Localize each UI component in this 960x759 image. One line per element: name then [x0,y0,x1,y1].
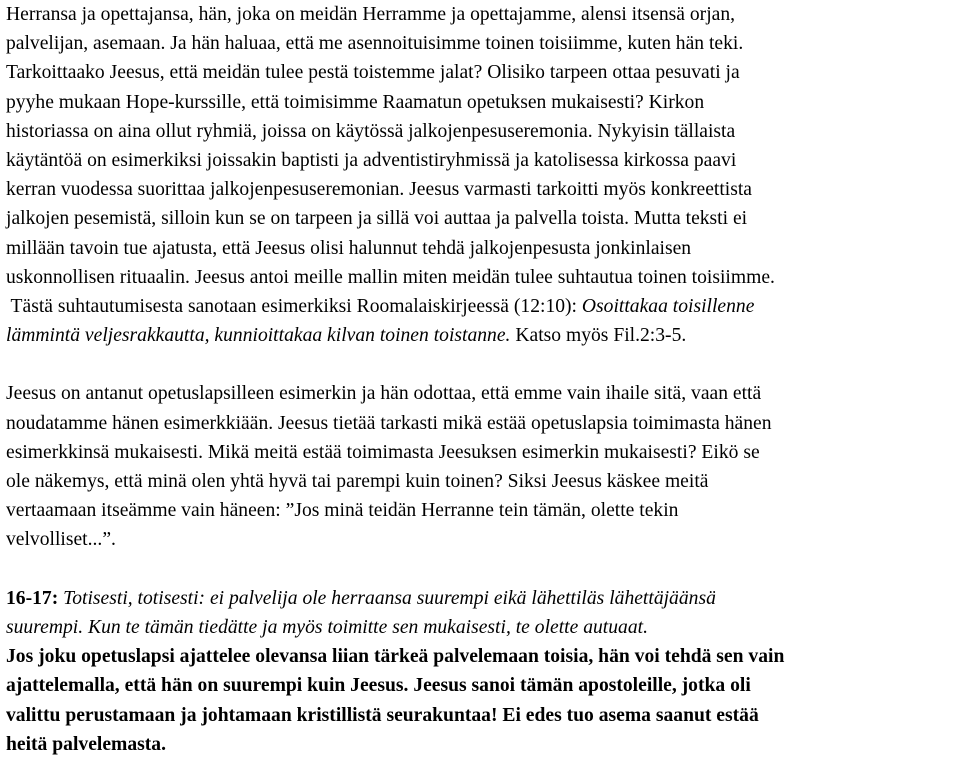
paragraph-gap [6,555,956,584]
document-page [6,0,956,759]
bold-text-line: ajattelemalla, että hän on suurempi kuin Jeesus. Jeesus sanoi tämän apostoleille, jotka oli [6,675,751,697]
paragraph-3 [6,584,956,759]
text-line [6,292,956,321]
text-line: historiassa on aina ollut ryhmiä, joissa on käytössä jalkojenpesuseremonia. Nykyisin tällaista [6,120,736,142]
text-line: jalkojen pesemistä, silloin kun se on tarpeen ja sillä voi auttaa ja palvella toista. Mutta teksti ei [6,208,748,230]
bold-text-line: heitä palvelemasta. [6,733,166,755]
scripture-quote: Totisesti, totisesti: ei palvelija ole herraansa suurempi eikä lähettiläs lähettäjäänsä [58,587,716,609]
text-line: käytäntöä on esimerkiksi joissakin baptisti ja adventistiryhmissä ja katolisessa kirkossa paavi [6,149,737,171]
paragraph-2 [6,379,956,554]
text-line: palvelijan, asemaan. Ja hän haluaa, että me asennoituisimme toinen toisiimme, kuten hän teki. [6,33,744,55]
text-line: millään tavoin tue ajatusta, että Jeesus olisi halunnut tehdä jalkojenpesusta jonkinlaisen [6,237,692,259]
text-line: vertaamaan itseämme vain häneen: ”Jos minä teidän Herranne tein tämän, olette tekin [6,500,679,522]
bold-text-line: valittu perustamaan ja johtamaan kristillistä seurakuntaa! Ei edes tuo asema saanut estää [6,704,759,726]
text-line: esimerkkinsä mukaisesti. Mikä meitä estää toimimasta Jeesuksen esimerkin mukaisesti? Eikö se [6,441,760,463]
paragraph-1 [6,0,956,350]
verse-label: 16-17: [6,587,59,609]
text-line: Jeesus on antanut opetuslapsilleen esimerkin ja hän odottaa, että emme vain ihaile sitä, vaan että [6,383,762,405]
scripture-quote: suurempi. Kun te tämän tiedätte ja myös toimitte sen mukaisesti, te olette autuaat. [6,616,648,638]
text-line: kerran vuodessa suorittaa jalkojenpesuseremonian. Jeesus varmasti tarkoitti myös konkreettista [6,179,752,201]
paragraph-gap [6,350,956,379]
text-line: velvolliset...”. [6,529,116,551]
text-segment: Katso myös Fil.2:3-5. [510,325,687,347]
scripture-quote: lämmintä veljesrakkautta, kunnioittakaa kilvan toinen toistanne. [6,325,511,347]
text-line: Herransa ja opettajansa, hän, joka on meidän Herramme ja opettajamme, alensi itsensä orjan, [6,4,736,25]
scripture-quote: Osoittakaa toisillenne [581,295,755,317]
text-line: noudatamme hänen esimerkkiään. Jeesus tietää tarkasti mikä estää opetuslapsia toimimasta hänen [6,412,772,434]
text-line: Tarkoittaako Jeesus, että meidän tulee pestä toistemme jalat? Olisiko tarpeen ottaa pesuvati ja [6,62,740,84]
text-line: uskonnollisen rituaalin. Jeesus antoi meille mallin miten meidän tulee suhtautua toinen toisiimme. [6,266,775,288]
bold-text-line: Jos joku opetuslapsi ajattelee olevansa liian tärkeä palvelemaan toisia, hän voi tehdä sen vain [6,646,785,668]
text-line [6,584,956,613]
text-segment: Tästä suhtautumisesta sanotaan esimerkiksi Roomalaiskirjeessä (12:10): [6,295,582,317]
text-line: ole näkemys, että minä olen yhtä hyvä tai parempi kuin toinen? Siksi Jeesus käskee meitä [6,471,709,492]
text-line [6,321,956,350]
text-line: pyyhe mukaan Hope-kurssille, että toimisimme Raamatun opetuksen mukaisesti? Kirkon [6,91,705,113]
